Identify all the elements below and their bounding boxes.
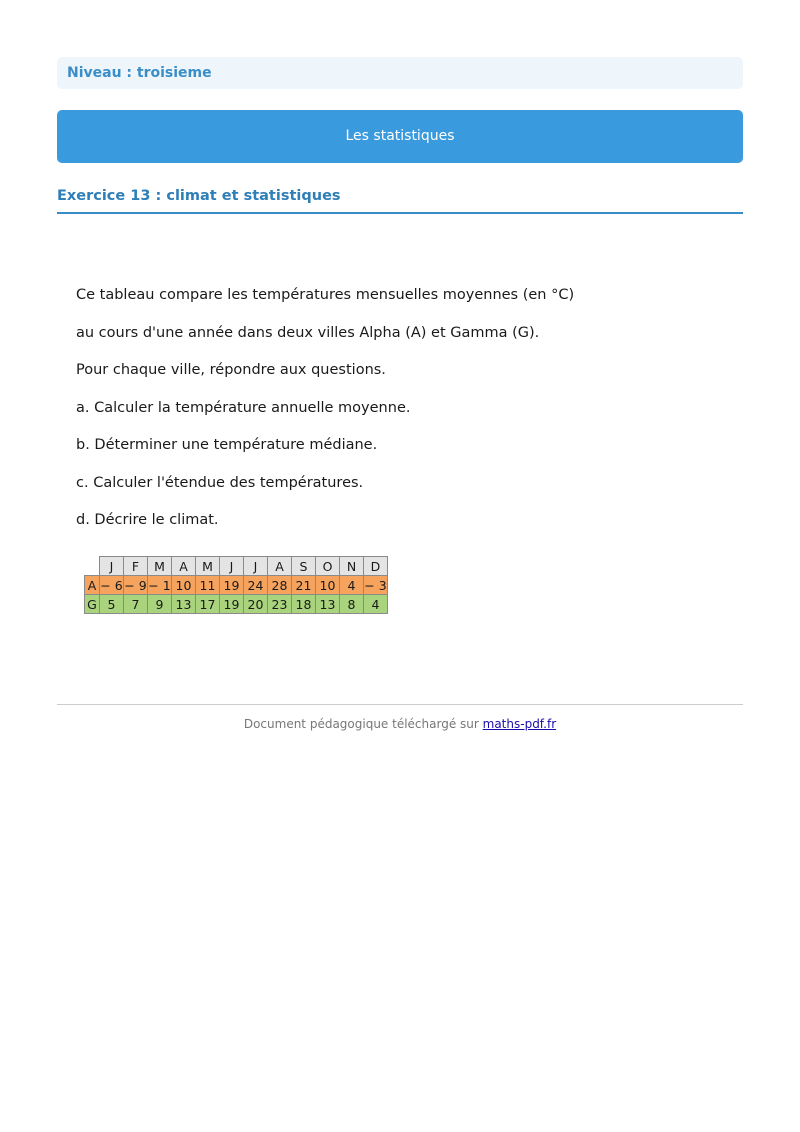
- chapter-title-banner: [57, 110, 743, 163]
- table-header-row: [85, 557, 388, 576]
- table-row: [85, 595, 388, 614]
- table-corner-cell: [85, 557, 100, 576]
- table-cell: 18: [292, 595, 316, 614]
- chapter-title: Les statistiques: [345, 128, 455, 144]
- month-header: J: [220, 557, 244, 576]
- table-cell: 24: [244, 576, 268, 595]
- table-cell: 23: [268, 595, 292, 614]
- exercise-heading: [57, 185, 743, 214]
- exercise-statement: [76, 282, 716, 545]
- month-header: J: [244, 557, 268, 576]
- table-cell: 28: [268, 576, 292, 595]
- footer: [57, 717, 743, 731]
- row-label: G: [85, 595, 100, 614]
- question-a: a. Calculer la température annuelle moyenne.: [76, 399, 411, 416]
- table-cell: 10: [172, 576, 196, 595]
- month-header: M: [196, 557, 220, 576]
- level-banner: [57, 57, 743, 89]
- statement-line: Ce tableau compare les températures mensuelles moyennes (en °C): [76, 287, 575, 303]
- table-cell: 5: [100, 595, 124, 614]
- footer-divider: [57, 704, 743, 705]
- question-d: d. Décrire le climat.: [76, 512, 219, 528]
- table-cell: 19: [220, 595, 244, 614]
- level-label: Niveau : troisieme: [67, 65, 212, 81]
- statement-line: Pour chaque ville, répondre aux questions.: [76, 362, 386, 378]
- question-c: c. Calculer l'étendue des températures.: [76, 474, 364, 491]
- table-cell: − 3: [364, 577, 387, 593]
- month-header: O: [316, 557, 340, 576]
- footer-link[interactable]: maths-pdf.fr: [482, 717, 557, 731]
- table-cell: − 9: [124, 577, 147, 593]
- exercise-title: Exercice 13 : climat et statistiques: [57, 188, 341, 204]
- month-header: A: [268, 557, 292, 576]
- table-cell: 10: [316, 576, 340, 595]
- month-header: N: [340, 557, 364, 576]
- table-cell: 11: [196, 576, 220, 595]
- row-label: A: [85, 576, 100, 595]
- month-header: S: [292, 557, 316, 576]
- statement-line: au cours d'une année dans deux villes Alpha (A) et Gamma (G).: [76, 324, 540, 341]
- table-cell: 7: [124, 595, 148, 614]
- table-cell: 17: [196, 595, 220, 614]
- month-header: A: [172, 557, 196, 576]
- month-header: F: [124, 557, 148, 576]
- table-cell: 4: [340, 576, 364, 595]
- month-header: J: [100, 557, 124, 576]
- table-cell: − 1: [148, 577, 171, 593]
- table-cell: 21: [292, 576, 316, 595]
- table-cell: 13: [316, 595, 340, 614]
- month-header: D: [364, 557, 388, 576]
- table-cell: 19: [220, 576, 244, 595]
- month-header: M: [148, 557, 172, 576]
- table-cell: 8: [340, 595, 364, 614]
- question-b: b. Déterminer une température médiane.: [76, 437, 378, 453]
- temperature-table: [84, 556, 388, 614]
- table-cell: 9: [148, 595, 172, 614]
- table-cell: 4: [364, 595, 388, 614]
- table-row: [85, 576, 388, 595]
- footer-text: Document pédagogique téléchargé sur: [243, 717, 483, 731]
- table-cell: − 6: [100, 577, 123, 593]
- table-cell: 13: [172, 595, 196, 614]
- table-cell: 20: [244, 595, 268, 614]
